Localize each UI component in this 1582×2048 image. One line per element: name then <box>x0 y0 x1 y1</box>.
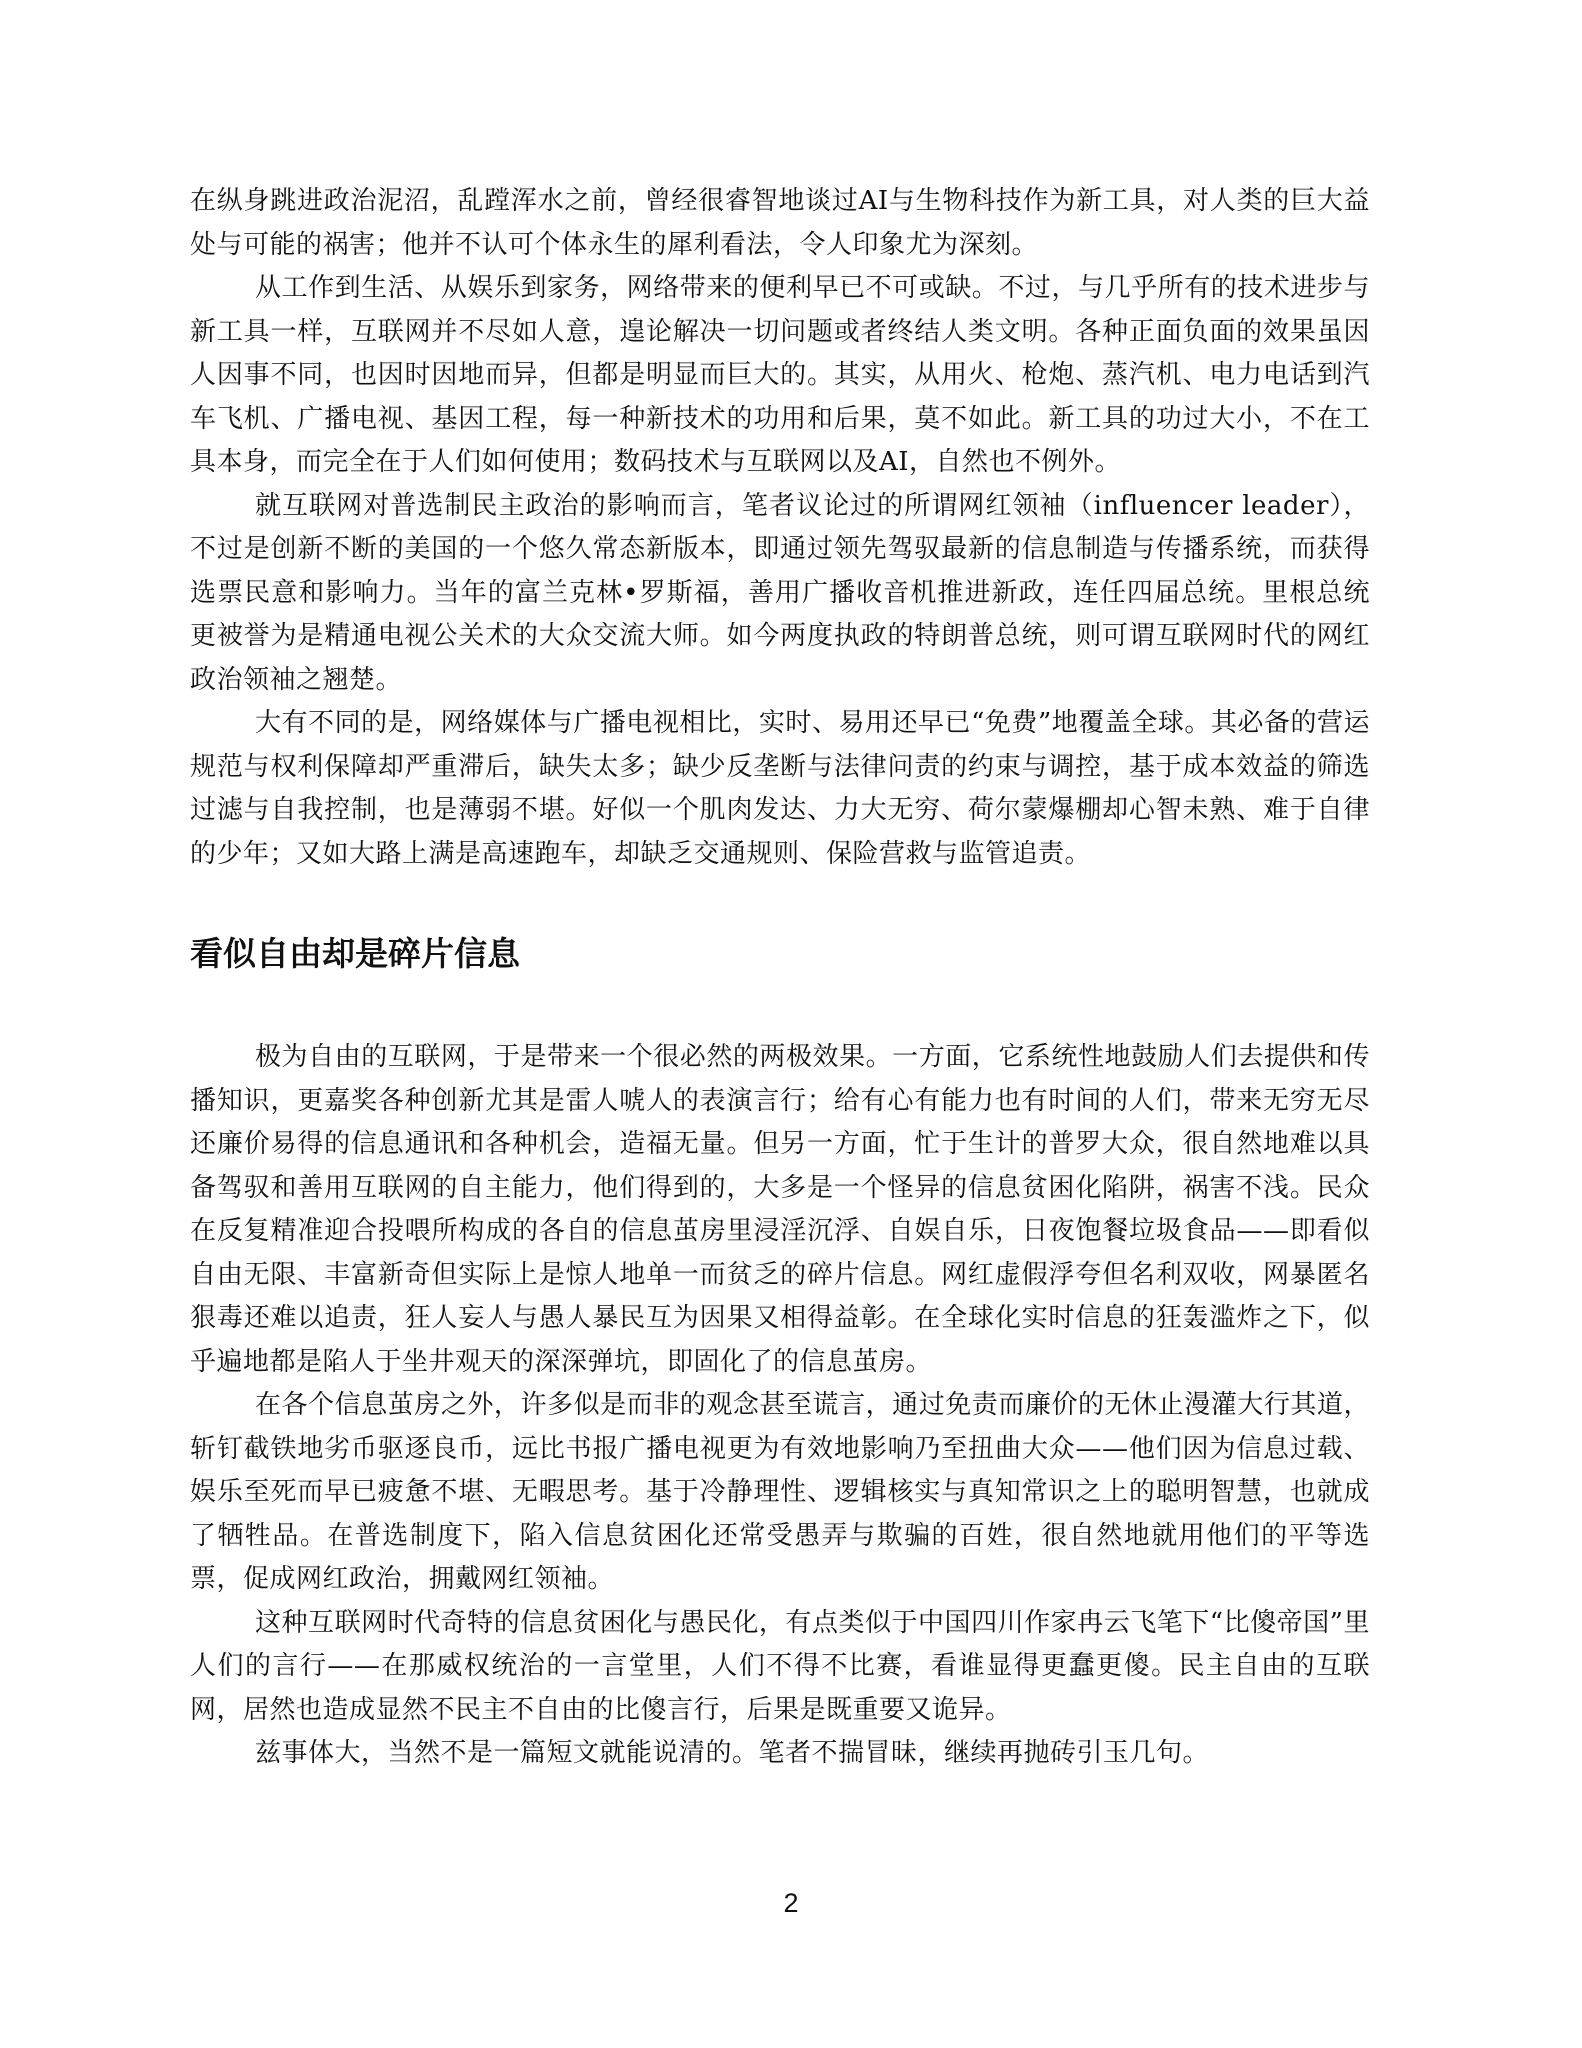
paragraph: 在各个信息茧房之外，许多似是而非的观念甚至谎言，通过免责而廉价的无休止漫灌大行其道，斩钉截铁地劣币驱逐良币，远比书报广播电视更为有效地影响乃至扭曲大众——他们因为信息过载、娱乐至死而早已疲惫不堪、无暇思考。基于冷静理性、逻辑核实与真知常识之上的聪明智慧，也就成了牺牲品。在普选制度下，陷入信息贫困化还常受愚弄与欺骗的百姓，很自然地就用他们的平等选票，促成网红政治，拥戴网红领袖。 <box>190 1390 1370 1594</box>
document-body <box>190 180 1370 1776</box>
paragraph: 就互联网对普选制民主政治的影响而言，笔者议论过的所谓网红领袖（influencer leader），不过是创新不断的美国的一个悠久常态新版本，即通过领先驾驭最新的信息制造与传播系统，而获得选票民意和影响力。当年的富兰克林•罗斯福，善用广播收音机推进新政，连任四届总统。里根总统更被誉为是精通电视公关术的大众交流大师。如今两度执政的特朗普总统，则可谓互联网时代的网红政治领袖之翘楚。 <box>190 490 1370 695</box>
section-heading: 看似自由却是碎片信息 <box>190 934 520 973</box>
paragraph: 大有不同的是，网络媒体与广播电视相比，实时、易用还早已“免费”地覆盖全球。其必备的营运规范与权利保障却严重滞后，缺失太多；缺少反垄断与法律问责的约束与调控，基于成本效益的筛选过滤与自我控制，也是薄弱不堪。好似一个肌肉发达、力大无穷、荷尔蒙爆棚却心智未熟、难于自律的少年；又如大路上满是高速跑车，却缺乏交通规则、保险营救与监管追责。 <box>190 708 1370 869</box>
paragraph: 这种互联网时代奇特的信息贫困化与愚民化，有点类似于中国四川作家冉云飞笔下“比傻帝国”里人们的言行——在那威权统治的一言堂里，人们不得不比赛，看谁显得更蠢更傻。民主自由的互联网，居然也造成显然不民主不自由的比傻言行，后果是既重要又诡异。 <box>190 1607 1370 1725</box>
paragraph: 从工作到生活、从娱乐到家务，网络带来的便利早已不可或缺。不过，与几乎所有的技术进步与新工具一样，互联网并不尽如人意，遑论解决一切问题或者终结人类文明。各种正面负面的效果虽因人因事不同，也因时因地而异，但都是明显而巨大的。其实，从用火、枪炮、蒸汽机、电力电话到汽车飞机、广播电视、基因工程，每一种新技术的功用和后果，莫不如此。新工具的功过大小，不在工具本身，而完全在于人们如何使用；数码技术与互联网以及AI，自然也不例外。 <box>190 273 1370 477</box>
paragraph: 兹事体大，当然不是一篇短文就能说清的。笔者不揣冒昧，继续再抛砖引玉几句。 <box>255 1738 1210 1768</box>
paragraph-continued: 在纵身跳进政治泥沼，乱蹚浑水之前，曾经很睿智地谈过AI与生物科技作为新工具，对人类的巨大益处与可能的祸害；他并不认可个体永生的犀利看法，令人印象尤为深刻。 <box>190 186 1370 260</box>
paragraph: 极为自由的互联网，于是带来一个很必然的两极效果。一方面，它系统性地鼓励人们去提供和传播知识，更嘉奖各种创新尤其是雷人唬人的表演言行；给有心有能力也有时间的人们，带来无穷无尽还廉价易得的信息通讯和各种机会，造福无量。但另一方面，忙于生计的普罗大众，很自然地难以具备驾驭和善用互联网的自主能力，他们得到的，大多是一个怪异的信息贫困化陷阱，祸害不浅。民众在反复精准迎合投喂所构成的各自的信息茧房里浸淫沉浮、自娱自乐，日夜饱餐垃圾食品——即看似自由无限、丰富新奇但实际上是惊人地单一而贫乏的碎片信息。网红虚假浮夸但名利双收，网暴匿名狠毒还难以追责，狂人妄人与愚人暴民互为因果又相得益彰。在全球化实时信息的狂轰滥炸之下，似乎遍地都是陷人于坐井观天的深深弹坑，即固化了的信息茧房。 <box>190 1042 1370 1377</box>
page-number: 2 <box>783 1888 799 1918</box>
